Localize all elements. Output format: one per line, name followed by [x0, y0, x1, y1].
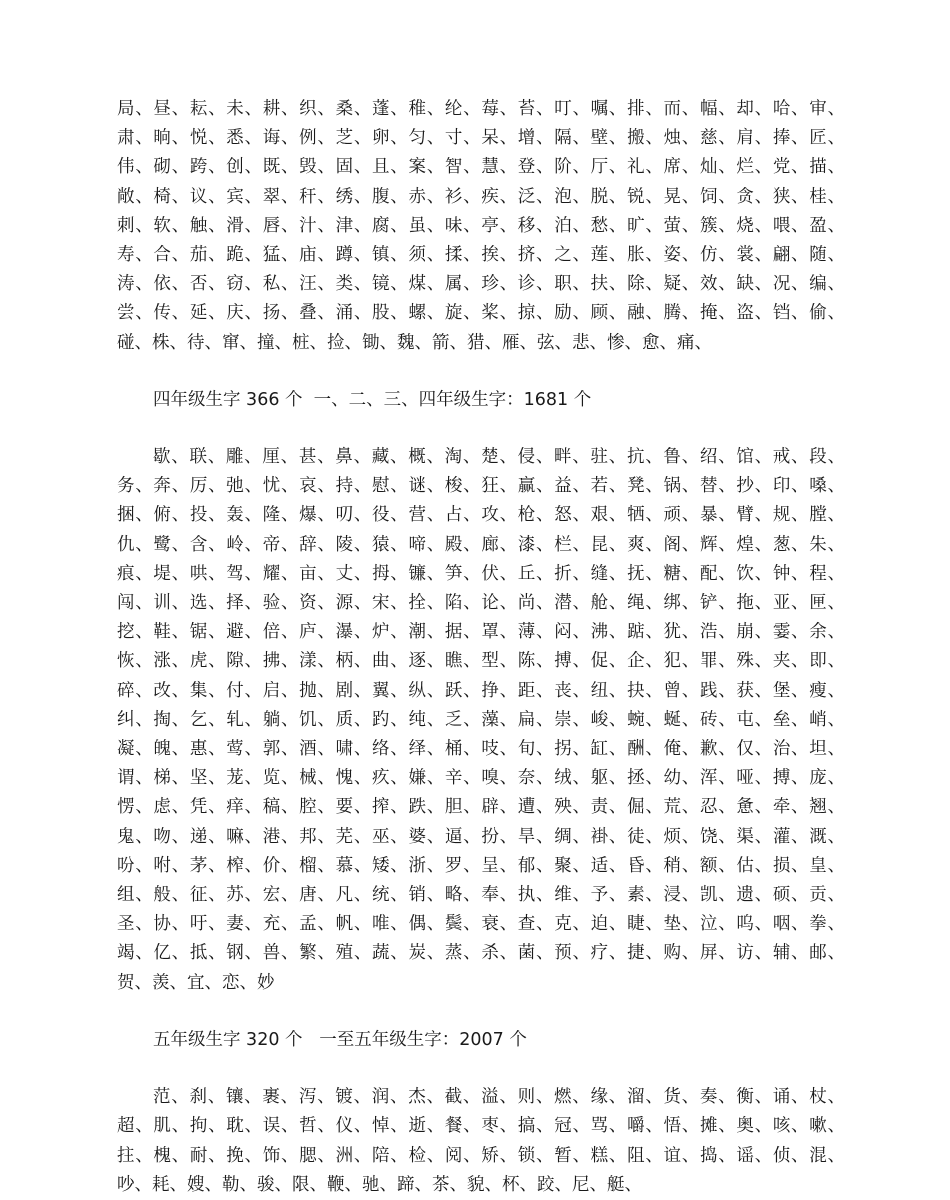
spacer [117, 998, 845, 1026]
grade3-char-list-continued: 局、昼、耘、未、耕、织、桑、蓬、稚、纶、莓、苔、叮、嘱、排、而、幅、却、哈、审、肃、晌、悦、悉、诲、例、芝、卵、匀、寸、呆、增、隔、壁、搬、烛、慈、肩、捧、匠、伟、砌、跨、创、既、毁、固、且、案、智、慧、登、阶、厅、礼、席、灿、烂、党、描、敞、椅、议、宾、翠、秆、绣、腹、赤、衫、疾、泛、泡、脱、锐、晃、饲、贪、狭、桂、刺、软、触、滑、唇、汁、津、腐、虽、味、亭、移、泊、愁、旷、萤、簇、烧、喂、盈、寿、合、茄、跪、猛、庙、蹲、镇、须、揉、挨、挤、之、莲、胀、姿、仿、裳、翩、随、涛、依、否、窃、私、汪、类、镜、煤、属、珍、诊、职、扶、除、疑、效、缺、况、编、尝、传、延、庆、扬、叠、涌、股、螺、旋、桨、掠、励、顾、融、腾、掩、盗、铛、偷、碰、株、待、窜、撞、桩、捡、锄、魏、箭、猎、雁、弦、悲、惨、愈、痛、 [117, 99, 845, 353]
grade4-char-list: 歇、联、雕、厘、甚、鼻、藏、概、淘、楚、侵、畔、驻、抗、鲁、绍、馆、戒、段、务、奔、厉、弛、忧、哀、持、慰、谜、梭、狂、赢、益、若、凳、锅、替、抄、印、嗓、捆、俯、投、轰、隆、爆、叨、役、营、占、攻、枪、怒、艰、牺、顽、暴、臂、规、膛、仇、鹭、含、岭、帝、辞、陵、猿、啼、殿、廊、漆、栏、昆、爽、阁、辉、煌、葱、朱、痕、堤、哄、驾、耀、亩、丈、拇、镰、笋、伏、丘、折、缝、抚、糖、配、饮、钟、程、闯、训、选、择、验、资、源、宋、拴、陷、论、尚、潜、舱、绳、绑、铲、拖、亚、匣、挖、鞋、锯、避、倍、庐、瀑、炉、潮、据、罩、薄、闷、沸、踮、犹、浩、崩、霎、余、恢、涨、虎、隙、拂、漾、柄、曲、逐、瞧、型、陈、搏、促、企、犯、罪、殊、夹、即、碎、改、集、付、启、抛、剧、翼、纵、跃、挣、距、丧、纽、抉、曾、践、获、堡、瘦、纠、掏、乞、轧、躺、饥、质、趵、纯、乏、藻、扁、崇、峻、蜿、蜒、砖、屯、垒、峭、凝、魄、惠、莺、郭、酒、啸、络、绎、桶、吱、旬、拐、缸、酬、俺、歉、仅、治、坦、谓、梯、坚、茏、览、械、愧、疚、嫌、辛、嗅、奈、绒、躯、拯、幼、浑、哑、搏、庞、愣、虑、凭、痒、稿、腔、要、搾、跌、胆、辟、遭、殃、责、倔、荒、忍、惫、牵、翘、鬼、吻、递、嘛、港、邦、芜、巫、婆、逼、扮、旱、绸、褂、徒、烦、饶、渠、灌、溉、吩、咐、茅、榨、价、榴、慕、矮、浙、罗、呈、郁、聚、适、昏、稍、额、估、损、皇、组、般、征、苏、宏、唐、凡、统、销、略、奉、执、维、予、素、浸、凯、遗、硕、贡、圣、协、吁、妻、充、孟、帆、唯、偶、鬓、衰、查、克、迫、睫、垫、泣、呜、咽、拳、竭、亿、抵、钢、兽、繁、殖、蔬、炭、蒸、杀、菌、预、疗、捷、购、屏、访、辅、邮、贺、羡、宜、恋、妙 [117, 447, 845, 993]
document-body [117, 95, 845, 1200]
spacer [117, 415, 845, 443]
grade5-heading: 五年级生字 320 个 一至五年级生字：2007 个 [153, 1029, 527, 1050]
spacer [117, 1055, 845, 1083]
grade4-heading: 四年级生字 366 个 一、二、三、四年级生字：1681 个 [153, 389, 592, 410]
grade5-char-list: 范、刹、镶、裹、泻、镀、润、杰、截、溢、则、燃、缘、溜、货、奏、衡、诵、杖、超、肌、拘、耽、误、哲、仪、悼、逝、餐、枣、搞、冠、骂、嚼、悟、摊、奥、咳、嗽、拄、槐、耐、挽、饰、腮、洲、陪、检、阅、矫、锁、暂、糕、阻、谊、捣、谣、侦、混、吵、耗、嫂、勒、骏、限、鞭、驰、蹄、茶、貌、杯、跤、尼、艇、 [117, 1087, 845, 1195]
spacer [117, 358, 845, 386]
